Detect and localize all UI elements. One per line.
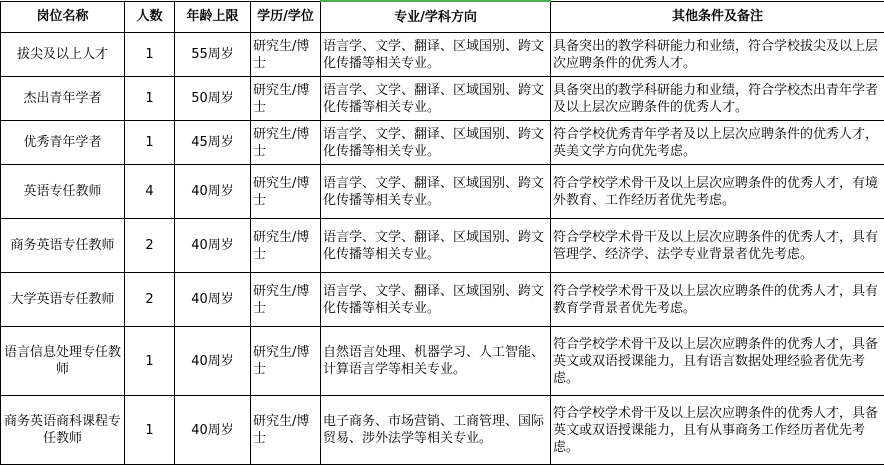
cell-notes: 符合学校学术骨干及以上层次应聘条件的优秀人才，具有教育学背景者优先考虑。 bbox=[551, 273, 884, 327]
cell-count: 4 bbox=[125, 165, 175, 219]
cell-notes: 具备突出的教学科研能力和业绩，符合学校拔尖及以上层次应聘条件的优秀人才。 bbox=[551, 33, 884, 77]
cell-age: 40周岁 bbox=[175, 219, 251, 273]
cell-age: 40周岁 bbox=[175, 396, 251, 465]
cell-count: 2 bbox=[125, 219, 175, 273]
table-row bbox=[1, 77, 884, 121]
header-age: 年龄上限 bbox=[175, 1, 251, 33]
cell-age: 50周岁 bbox=[175, 77, 251, 121]
cell-major: 电子商务、市场营销、工商管理、国际贸易、涉外法学等相关专业。 bbox=[321, 396, 551, 465]
cell-position: 优秀青年学者 bbox=[1, 121, 125, 165]
cell-degree: 研究生/博士 bbox=[251, 219, 321, 273]
cell-degree: 研究生/博士 bbox=[251, 327, 321, 396]
cell-major: 自然语言处理、机器学习、人工智能、计算语言学等相关专业。 bbox=[321, 327, 551, 396]
cell-age: 40周岁 bbox=[175, 327, 251, 396]
cell-position: 商务英语商科课程专任教师 bbox=[1, 396, 125, 465]
cell-major: 语言学、文学、翻译、区域国别、跨文化传播等相关专业。 bbox=[321, 165, 551, 219]
cell-major: 语言学、文学、翻译、区域国别、跨文化传播等相关专业。 bbox=[321, 33, 551, 77]
cell-position: 英语专任教师 bbox=[1, 165, 125, 219]
table-row bbox=[1, 273, 884, 327]
header-row bbox=[1, 1, 884, 33]
cell-count: 1 bbox=[125, 396, 175, 465]
cell-notes: 符合学校学术骨干及以上层次应聘条件的优秀人才，有境外教育、工作经历者优先考虑。 bbox=[551, 165, 884, 219]
cell-major: 语言学、文学、翻译、区域国别、跨文化传播等相关专业。 bbox=[321, 77, 551, 121]
cell-major: 语言学、文学、翻译、区域国别、跨文化传播等相关专业。 bbox=[321, 121, 551, 165]
cell-notes: 具备突出的教学科研能力和业绩，符合学校杰出青年学者及以上层次应聘条件的优秀人才。 bbox=[551, 77, 884, 121]
header-count: 人数 bbox=[125, 1, 175, 33]
cell-notes: 符合学校学术骨干及以上层次应聘条件的优秀人才，具备英文或双语授课能力，且有语言数据处理经验者优先考虑。 bbox=[551, 327, 884, 396]
cell-major: 语言学、文学、翻译、区域国别、跨文化传播等相关专业。 bbox=[321, 219, 551, 273]
cell-major: 语言学、文学、翻译、区域国别、跨文化传播等相关专业。 bbox=[321, 273, 551, 327]
cell-degree: 研究生/博士 bbox=[251, 273, 321, 327]
cell-position: 语言信息处理专任教师 bbox=[1, 327, 125, 396]
cell-degree: 研究生/博士 bbox=[251, 121, 321, 165]
cell-position: 杰出青年学者 bbox=[1, 77, 125, 121]
cell-degree: 研究生/博士 bbox=[251, 396, 321, 465]
cell-notes: 符合学校学术骨干及以上层次应聘条件的优秀人才，具备英文或双语授课能力，且有从事商务工作经历者优先考虑。 bbox=[551, 396, 884, 465]
cell-count: 1 bbox=[125, 121, 175, 165]
header-degree: 学历/学位 bbox=[251, 1, 321, 33]
cell-age: 40周岁 bbox=[175, 273, 251, 327]
cell-degree: 研究生/博士 bbox=[251, 77, 321, 121]
cell-position: 拔尖及以上人才 bbox=[1, 33, 125, 77]
table-row bbox=[1, 121, 884, 165]
cell-degree: 研究生/博士 bbox=[251, 33, 321, 77]
cell-count: 1 bbox=[125, 33, 175, 77]
cell-notes: 符合学校优秀青年学者及以上层次应聘条件的优秀人才，英美文学方向优先考虑。 bbox=[551, 121, 884, 165]
table-row bbox=[1, 396, 884, 465]
cell-age: 40周岁 bbox=[175, 165, 251, 219]
header-major: 专业/学科方向 bbox=[321, 1, 551, 33]
header-position: 岗位名称 bbox=[1, 1, 125, 33]
cell-position: 大学英语专任教师 bbox=[1, 273, 125, 327]
cell-age: 55周岁 bbox=[175, 33, 251, 77]
table-row bbox=[1, 33, 884, 77]
table-row bbox=[1, 165, 884, 219]
cell-count: 1 bbox=[125, 327, 175, 396]
cell-count: 1 bbox=[125, 77, 175, 121]
cell-age: 45周岁 bbox=[175, 121, 251, 165]
cell-position: 商务英语专任教师 bbox=[1, 219, 125, 273]
table-row bbox=[1, 327, 884, 396]
cell-count: 2 bbox=[125, 273, 175, 327]
cell-notes: 符合学校学术骨干及以上层次应聘条件的优秀人才，具有管理学、经济学、法学专业背景者优先考虑。 bbox=[551, 219, 884, 273]
header-notes: 其他条件及备注 bbox=[551, 1, 884, 33]
table-row bbox=[1, 219, 884, 273]
cell-degree: 研究生/博士 bbox=[251, 165, 321, 219]
